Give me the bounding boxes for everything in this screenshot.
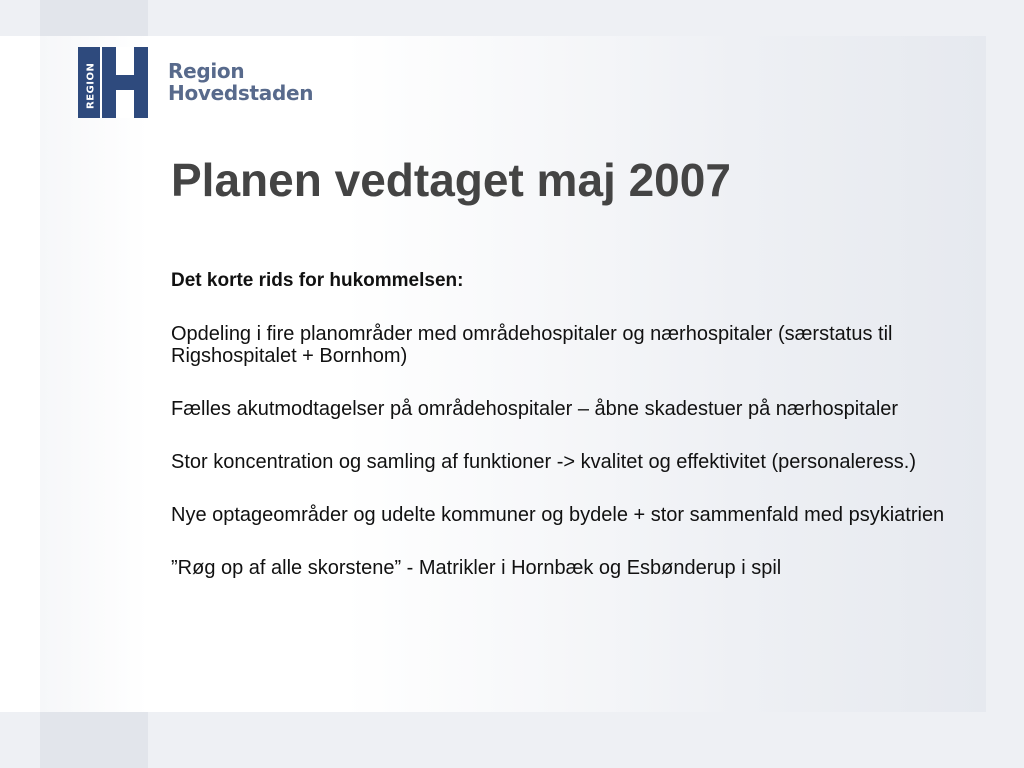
slide-title: Planen vedtaget maj 2007 <box>171 154 731 206</box>
slide-content <box>171 268 971 610</box>
background-top-strip <box>0 0 1024 36</box>
bullet-item: Opdeling i fire planområder med områdehospitaler og nærhospitaler (særstatus til Rigshospitalet + Bornhom) <box>171 323 893 367</box>
bullet-item: Stor koncentration og samling af funktioner -> kvalitet og effektivitet (personaleress.) <box>171 451 917 473</box>
bullet-item: Fælles akutmodtagelser på områdehospitaler – åbne skadestuer på nærhospitaler <box>171 398 899 420</box>
background-left-panel <box>40 36 148 712</box>
logo-line-1: Region <box>168 59 245 83</box>
logo-wordmark <box>168 60 313 104</box>
region-hovedstaden-logo <box>78 47 148 118</box>
subheading: Det korte rids for hukommelsen: <box>171 270 464 291</box>
background-left-column <box>40 0 148 36</box>
logo-line-2: Hovedstaden <box>168 81 314 105</box>
background-left-column-bottom <box>40 712 148 768</box>
bullet-item: ”Røg op af alle skorstene” - Matrikler i Hornbæk og Esbønderup i spil <box>171 557 782 579</box>
background-bottom-strip <box>0 712 1024 768</box>
logo-mark-text: REGION <box>85 62 97 109</box>
background-right-edge <box>986 0 1024 768</box>
bullet-item: Nye optageområder og udelte kommuner og bydele + stor sammenfald med psykiatrien <box>171 504 945 526</box>
